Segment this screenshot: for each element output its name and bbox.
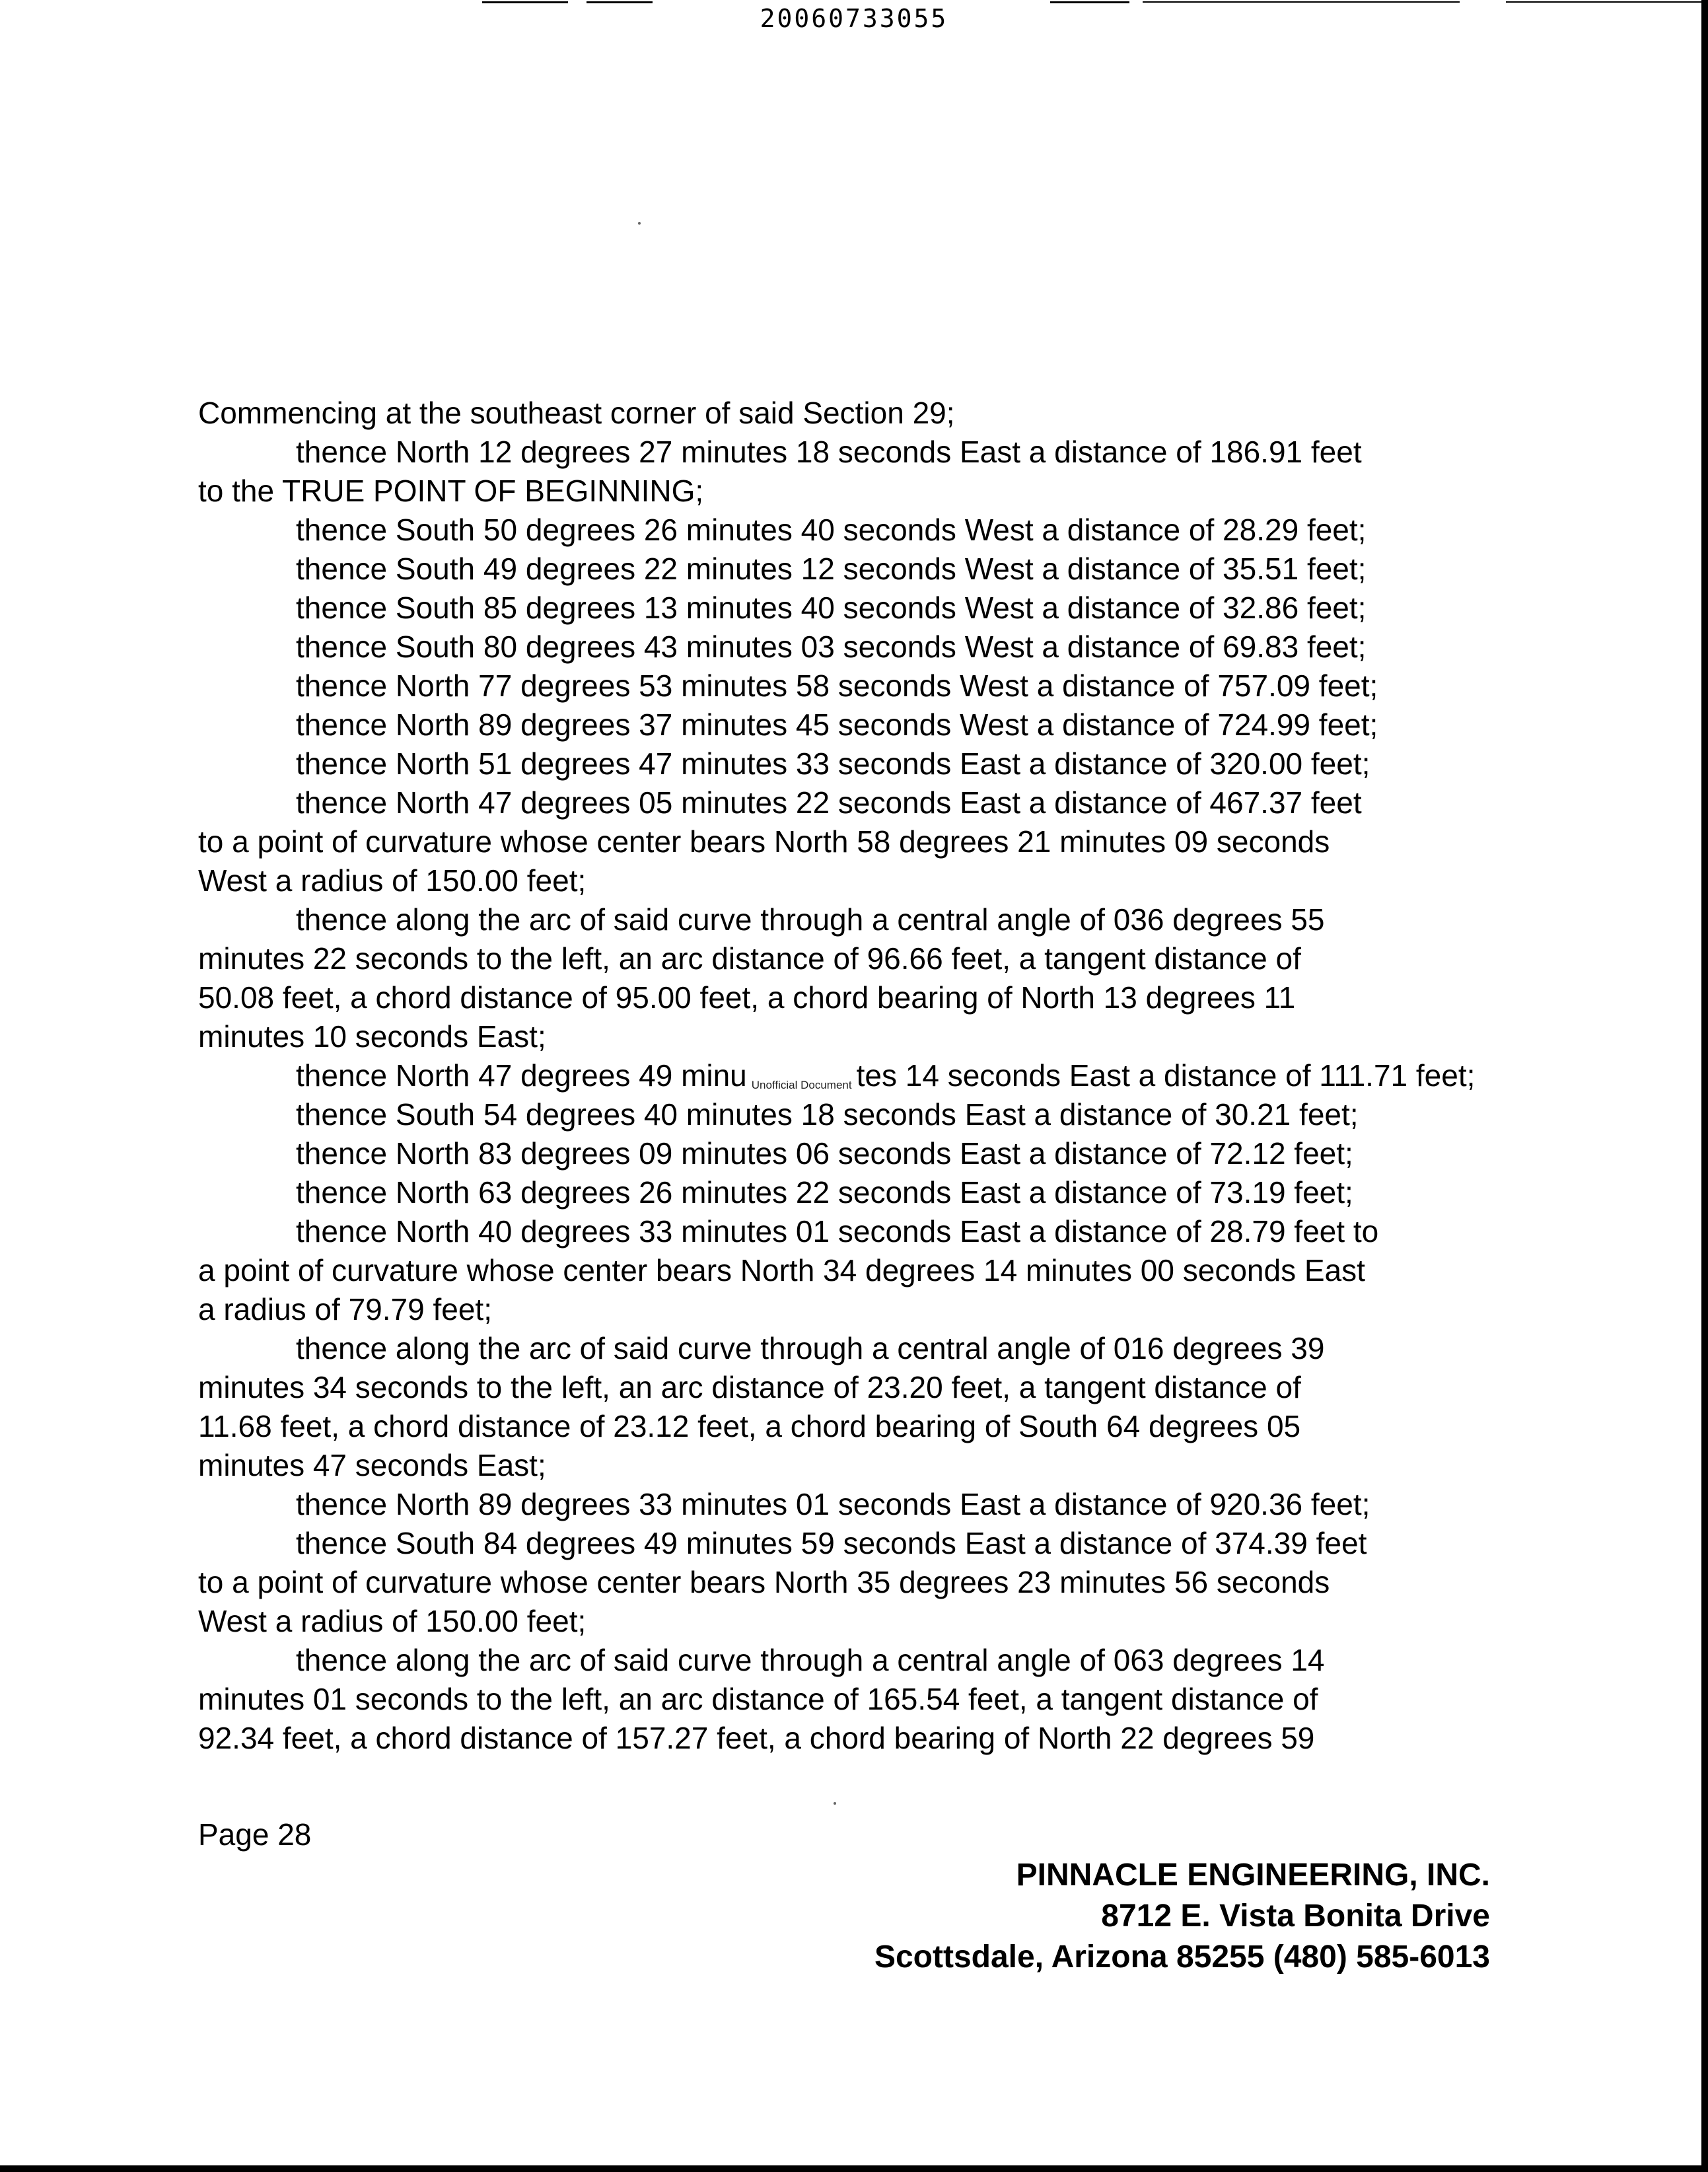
description-line: West a radius of 150.00 feet;: [198, 863, 587, 898]
description-line: thence South 80 degrees 43 minutes 03 seconds West a distance of 69.83 feet;: [296, 630, 1367, 664]
description-line: a point of curvature whose center bears North 34 degrees 14 minutes 00 seconds East: [198, 1253, 1365, 1287]
description-line: thence South 84 degrees 49 minutes 59 seconds East a distance of 374.39 feet: [296, 1526, 1367, 1560]
description-line: thence North 63 degrees 26 minutes 22 seconds East a distance of 73.19 feet;: [296, 1175, 1353, 1210]
description-line: thence along the arc of said curve through a central angle of 063 degrees 14: [296, 1643, 1325, 1677]
description-line: minutes 47 seconds East;: [198, 1448, 546, 1482]
description-line: to a point of curvature whose center bears North 58 degrees 21 minutes 09 seconds: [198, 824, 1330, 859]
description-line: 11.68 feet, a chord distance of 23.12 feet, a chord bearing of South 64 degrees 05: [198, 1409, 1301, 1443]
unofficial-document-stamp: Unofficial Document: [750, 1079, 854, 1092]
top-rule-corner: [1506, 1, 1708, 3]
description-line: minutes 01 seconds to the left, an arc distance of 165.54 feet, a tangent distance of: [198, 1682, 1318, 1716]
description-line: thence South 54 degrees 40 minutes 18 seconds East a distance of 30.21 feet;: [296, 1097, 1359, 1132]
description-line: 50.08 feet, a chord distance of 95.00 feet, a chord bearing of North 13 degrees 11: [198, 980, 1296, 1015]
description-line: thence South 85 degrees 13 minutes 40 seconds West a distance of 32.86 feet;: [296, 591, 1367, 625]
description-line: thence along the arc of said curve through a central angle of 016 degrees 39: [296, 1331, 1325, 1365]
description-line: a radius of 79.79 feet;: [198, 1292, 492, 1326]
legal-description: [198, 394, 1506, 1758]
top-rule-mid: [587, 1, 653, 3]
description-line: thence North 47 degrees 05 minutes 22 seconds East a distance of 467.37 feet: [296, 785, 1362, 820]
description-line: minutes 10 seconds East;: [198, 1019, 546, 1054]
company-block: [874, 1855, 1490, 1978]
company-address: 8712 E. Vista Bonita Drive: [1101, 1899, 1490, 1934]
description-line: thence along the arc of said curve through a central angle of 036 degrees 55: [296, 902, 1325, 937]
description-line: thence South 50 degrees 26 minutes 40 seconds West a distance of 28.29 feet;: [296, 513, 1367, 547]
top-rule-far-right: [1143, 1, 1460, 3]
top-rule-left: [482, 1, 568, 3]
description-line: Commencing at the southeast corner of said Section 29;: [198, 396, 955, 430]
description-line: minutes 34 seconds to the left, an arc distance of 23.20 feet, a tangent distance of: [198, 1370, 1301, 1404]
description-line: thence South 49 degrees 22 minutes 12 seconds West a distance of 35.51 feet;: [296, 552, 1367, 586]
description-line: to the TRUE POINT OF BEGINNING;: [198, 474, 704, 508]
description-line: 92.34 feet, a chord distance of 157.27 feet, a chord bearing of North 22 degrees 59: [198, 1721, 1315, 1755]
description-line: thence North 83 degrees 09 minutes 06 seconds East a distance of 72.12 feet;: [296, 1136, 1353, 1171]
description-line: thence North 12 degrees 27 minutes 18 seconds East a distance of 186.91 feet: [296, 435, 1362, 469]
description-line: to a point of curvature whose center bears North 35 degrees 23 minutes 56 seconds: [198, 1565, 1330, 1599]
description-line: thence North 77 degrees 53 minutes 58 seconds West a distance of 757.09 feet;: [296, 669, 1378, 703]
description-line: thence North 40 degrees 33 minutes 01 seconds East a distance of 28.79 feet to: [296, 1214, 1379, 1249]
description-line: West a radius of 150.00 feet;: [198, 1604, 587, 1638]
description-line: minutes 22 seconds to the left, an arc distance of 96.66 feet, a tangent distance of: [198, 941, 1301, 976]
scan-speck: [834, 1802, 836, 1805]
recording-number: 20060733055: [760, 4, 948, 33]
description-line: thence North 51 degrees 47 minutes 33 seconds East a distance of 320.00 feet;: [296, 746, 1370, 781]
description-line: thence North 47 degrees 49 minu Unofficial Document tes 14 seconds East a distance of 111.71 feet;: [296, 1058, 1476, 1093]
top-rule-right: [1050, 1, 1129, 3]
description-line: thence North 89 degrees 37 minutes 45 seconds West a distance of 724.99 feet;: [296, 707, 1378, 742]
scan-speck: [638, 222, 641, 225]
company-name: PINNACLE ENGINEERING, INC.: [1016, 1858, 1490, 1893]
page-number: Page 28: [198, 1817, 312, 1852]
description-line: thence North 89 degrees 33 minutes 01 seconds East a distance of 920.36 feet;: [296, 1487, 1370, 1521]
company-city-phone: Scottsdale, Arizona 85255 (480) 585-6013: [874, 1939, 1490, 1974]
